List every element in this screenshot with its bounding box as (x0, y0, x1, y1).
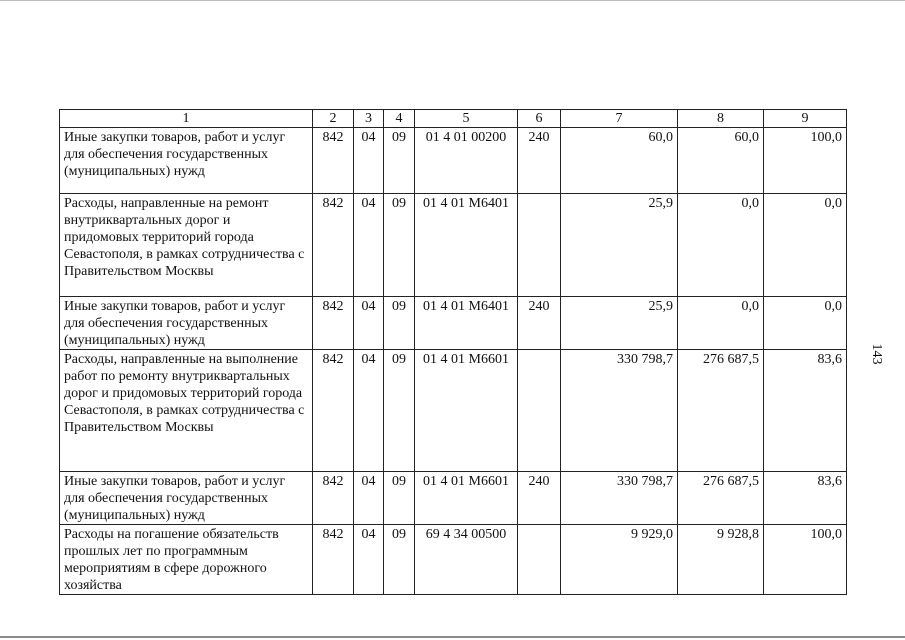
column-number: 5 (415, 110, 518, 128)
column-number: 2 (313, 110, 354, 128)
expense-name: Иные закупки товаров, работ и услуг для обеспечения государственных (муниципальных) нужд (60, 128, 313, 194)
planned-amount: 25,9 (561, 297, 678, 350)
expense-name: Расходы на погашение обязательств прошлых лет по программным мероприятиям в сфере дорожного хозяйства (60, 525, 313, 595)
execution-percent: 83,6 (764, 350, 847, 472)
execution-percent: 0,0 (764, 194, 847, 297)
target-article-code: 69 4 34 00500 (415, 525, 518, 595)
page-number: 143 (869, 343, 884, 365)
subsection-code: 09 (384, 525, 415, 595)
table-row (60, 525, 847, 595)
table-row (60, 472, 847, 525)
section-code: 04 (354, 297, 384, 350)
subsection-code: 09 (384, 128, 415, 194)
table-row (60, 350, 847, 472)
expense-name: Расходы, направленные на ремонт внутриквартальных дорог и придомовых территорий города Севастополя, в рамках сотрудничества с Правительством Москвы (60, 194, 313, 297)
actual-amount: 0,0 (678, 297, 764, 350)
grbs-code: 842 (313, 297, 354, 350)
subsection-code: 09 (384, 472, 415, 525)
grbs-code: 842 (313, 525, 354, 595)
column-number: 7 (561, 110, 678, 128)
expense-name: Иные закупки товаров, работ и услуг для обеспечения государственных (муниципальных) нужд (60, 472, 313, 525)
column-number: 4 (384, 110, 415, 128)
actual-amount: 276 687,5 (678, 472, 764, 525)
execution-percent: 100,0 (764, 128, 847, 194)
table-row (60, 297, 847, 350)
subsection-code: 09 (384, 350, 415, 472)
expense-type-code: 240 (518, 128, 561, 194)
bottom-page-edge (0, 636, 905, 638)
column-number-row (60, 110, 847, 128)
expense-name: Иные закупки товаров, работ и услуг для обеспечения государственных (муниципальных) нужд (60, 297, 313, 350)
top-page-edge (0, 0, 905, 1)
column-number: 8 (678, 110, 764, 128)
actual-amount: 276 687,5 (678, 350, 764, 472)
column-number: 9 (764, 110, 847, 128)
execution-percent: 0,0 (764, 297, 847, 350)
expense-type-code (518, 194, 561, 297)
grbs-code: 842 (313, 472, 354, 525)
target-article-code: 01 4 01 М6401 (415, 194, 518, 297)
execution-percent: 100,0 (764, 525, 847, 595)
planned-amount: 60,0 (561, 128, 678, 194)
section-code: 04 (354, 472, 384, 525)
section-code: 04 (354, 194, 384, 297)
planned-amount: 25,9 (561, 194, 678, 297)
expense-type-code: 240 (518, 297, 561, 350)
grbs-code: 842 (313, 194, 354, 297)
budget-table (59, 109, 847, 595)
target-article-code: 01 4 01 М6401 (415, 297, 518, 350)
grbs-code: 842 (313, 350, 354, 472)
expense-name: Расходы, направленные на выполнение работ по ремонту внутриквартальных дорог и придомовых территорий города Севастополя, в рамках сотрудничества с Правительством Москвы (60, 350, 313, 472)
section-code: 04 (354, 350, 384, 472)
target-article-code: 01 4 01 00200 (415, 128, 518, 194)
subsection-code: 09 (384, 194, 415, 297)
execution-percent: 83,6 (764, 472, 847, 525)
column-number: 1 (60, 110, 313, 128)
planned-amount: 330 798,7 (561, 472, 678, 525)
column-number: 3 (354, 110, 384, 128)
table-row (60, 128, 847, 194)
section-code: 04 (354, 128, 384, 194)
actual-amount: 9 928,8 (678, 525, 764, 595)
table-row (60, 194, 847, 297)
expense-type-code (518, 525, 561, 595)
actual-amount: 0,0 (678, 194, 764, 297)
expense-type-code: 240 (518, 472, 561, 525)
subsection-code: 09 (384, 297, 415, 350)
planned-amount: 9 929,0 (561, 525, 678, 595)
actual-amount: 60,0 (678, 128, 764, 194)
target-article-code: 01 4 01 М6601 (415, 350, 518, 472)
target-article-code: 01 4 01 М6601 (415, 472, 518, 525)
grbs-code: 842 (313, 128, 354, 194)
column-number: 6 (518, 110, 561, 128)
section-code: 04 (354, 525, 384, 595)
expense-type-code (518, 350, 561, 472)
planned-amount: 330 798,7 (561, 350, 678, 472)
